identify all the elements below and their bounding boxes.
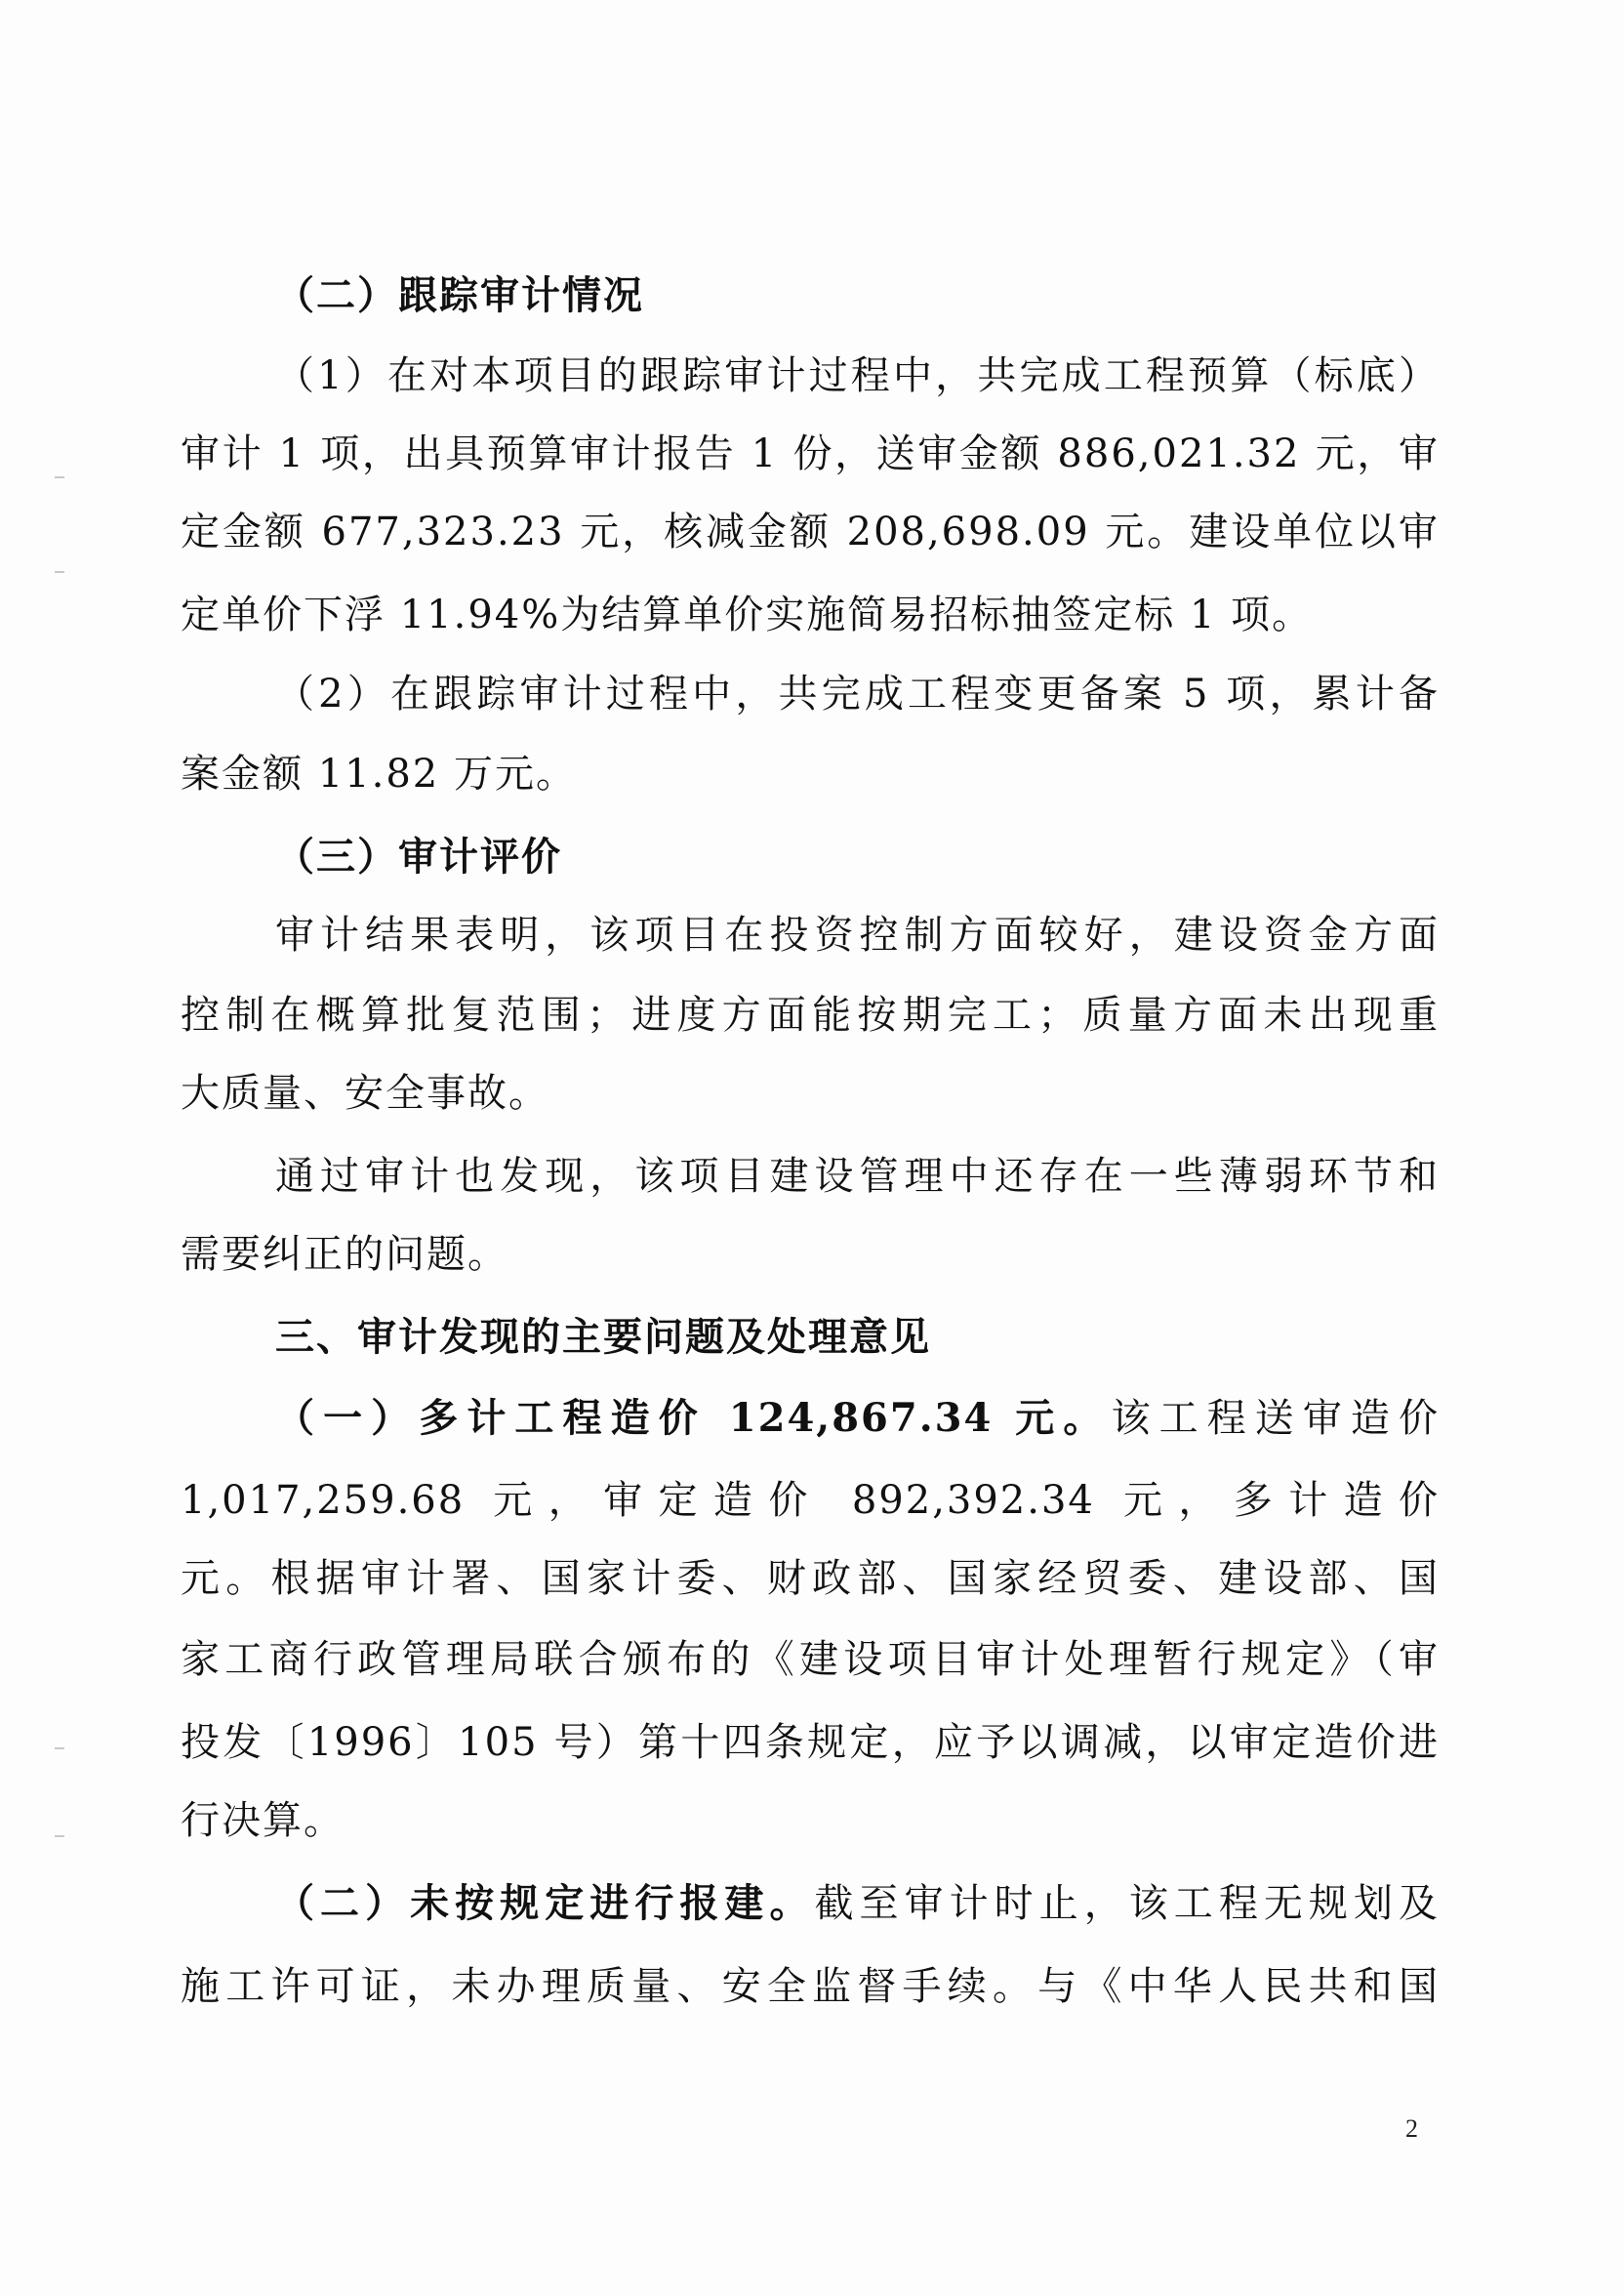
paragraph-line (275, 1394, 1440, 1443)
scan-edge-mark (55, 1747, 64, 1749)
scan-edge-mark (55, 571, 64, 573)
heading-text: （二）跟踪审计情况 (275, 273, 644, 318)
section-heading (275, 271, 1440, 320)
paragraph-line: 审计结果表明，该项目在投资控制方面较好，建设资金方面 (275, 913, 1440, 958)
issue-text: 该工程送审造价 (1111, 1396, 1440, 1441)
heading-text: （三）审计评价 (275, 835, 562, 880)
paragraph-line: 案金额 11.82 万元。 (181, 752, 577, 797)
paragraph-line: 定金额 677,323.23 元，核减金额 208,698.09 元。建设单位以审 (181, 510, 1440, 554)
paragraph-line: 定单价下浮 11.94%为结算单价实施简易招标抽签定标 1 项。 (181, 593, 1314, 637)
paragraph-line: 家工商行政管理局联合颁布的《建设项目审计处理暂行规定》（审 (181, 1637, 1440, 1682)
paragraph-line: 大质量、安全事故。 (181, 1071, 549, 1116)
scan-edge-mark (55, 1835, 64, 1837)
issue-title: （二）未按规定进行报建。 (275, 1880, 815, 1926)
paragraph-line: 审计 1 项，出具预算审计报告 1 份，送审金额 886,021.32 元，审 (181, 431, 1440, 476)
paragraph-line: （2）在跟踪审计过程中，共完成工程变更备案 5 项，累计备 (275, 672, 1440, 717)
paragraph-line (275, 1879, 1440, 1928)
paragraph-line: 投发〔1996〕105 号）第十四条规定，应予以调减，以审定造价进 (181, 1720, 1440, 1765)
paragraph-line: 元。根据审计署、国家计委、财政部、国家经贸委、建设部、国 (181, 1556, 1440, 1601)
issue-title: （一）多计工程造价 124,867.34 元。 (275, 1395, 1112, 1441)
paragraph-line: 施工许可证，未办理质量、安全监督手续。与《中华人民共和国 (181, 1964, 1440, 2009)
paragraph-line: 行决算。 (181, 1798, 345, 1843)
paragraph-line: 通过审计也发现，该项目建设管理中还存在一些薄弱环节和 (275, 1154, 1440, 1199)
paragraph-line: 需要纠正的问题。 (181, 1232, 508, 1277)
issue-text: 截至审计时止，该工程无规划及 (814, 1881, 1440, 1926)
scan-edge-mark (55, 476, 64, 478)
paragraph-line: 控制在概算批复范围；进度方面能按期完工；质量方面未出现重 (181, 993, 1440, 1038)
heading-text: 三、审计发现的主要问题及处理意见 (275, 1315, 931, 1360)
paragraph-line: （1）在对本项目的跟踪审计过程中，共完成工程预算（标底） (275, 353, 1440, 398)
section-heading (275, 833, 1440, 882)
page-number: 2 (1405, 2114, 1418, 2143)
paragraph-line: 1,017,259.68 元，审定造价 892,392.34 元，多计造价 (181, 1478, 1440, 1523)
section-heading (275, 1313, 1440, 1362)
